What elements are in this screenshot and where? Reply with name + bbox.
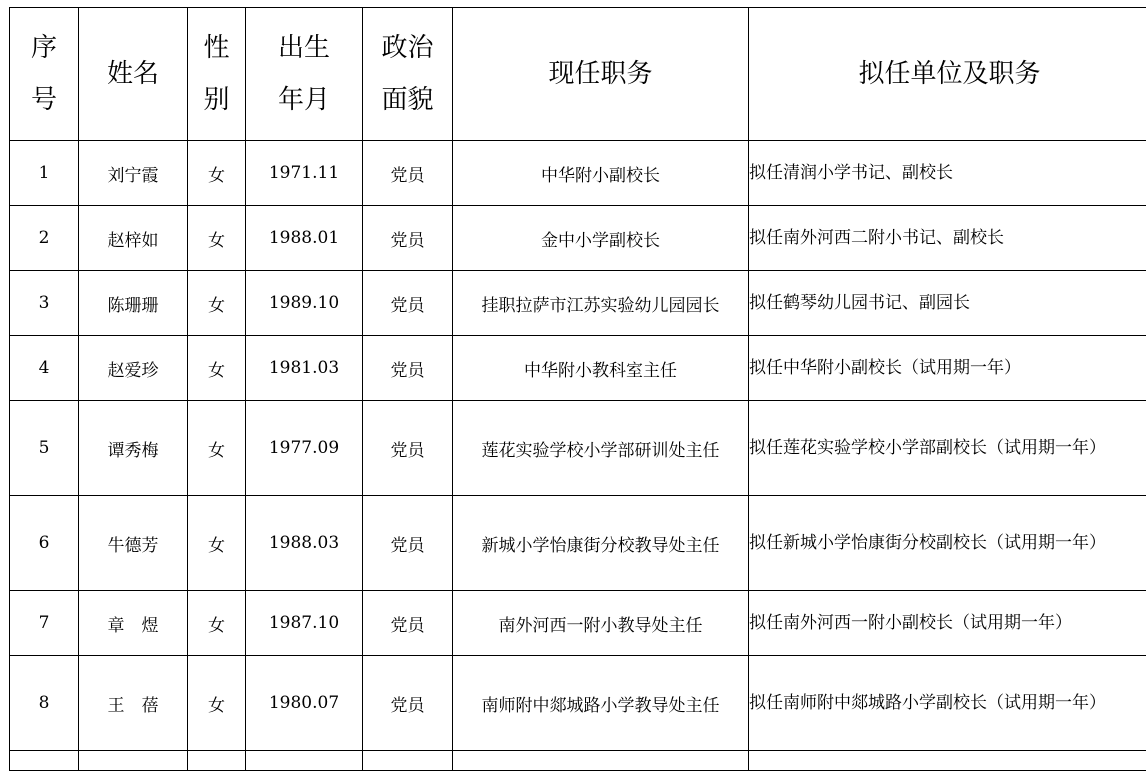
cadre-appointment-table	[9, 7, 1146, 771]
cell-birth: 1989.10	[246, 271, 363, 336]
table-row	[10, 591, 1146, 656]
cell-name: 陈珊珊	[79, 271, 188, 336]
cell-empty	[188, 751, 246, 771]
cell-current-position: 挂职拉萨市江苏实验幼儿园园长	[453, 271, 749, 336]
header-gender	[188, 8, 246, 141]
header-birth-line2: 年月	[246, 84, 362, 116]
cell-seq: 5	[10, 401, 79, 496]
cell-name: 谭秀梅	[79, 401, 188, 496]
cell-political: 党员	[363, 496, 453, 591]
cell-seq: 3	[10, 271, 79, 336]
cell-seq: 6	[10, 496, 79, 591]
cell-proposed-position: 拟任中华附小副校长（试用期一年）	[749, 336, 1146, 401]
cell-name: 刘宁霞	[79, 141, 188, 206]
table-row	[10, 141, 1146, 206]
cell-current-position: 中华附小教科室主任	[453, 336, 749, 401]
header-seq-line1: 序	[10, 32, 78, 64]
cell-birth: 1977.09	[246, 401, 363, 496]
header-name: 姓名	[79, 8, 188, 141]
cell-name: 赵爱珍	[79, 336, 188, 401]
header-political-line1: 政治	[363, 32, 452, 64]
header-seq-line2: 号	[10, 84, 78, 116]
cell-political: 党员	[363, 401, 453, 496]
cell-name: 牛德芳	[79, 496, 188, 591]
cell-current-position: 金中小学副校长	[453, 206, 749, 271]
table-row	[10, 271, 1146, 336]
cell-proposed-position: 拟任莲花实验学校小学部副校长（试用期一年）	[749, 401, 1146, 496]
cell-current-position: 南师附中郯城路小学教导处主任	[453, 656, 749, 751]
cell-empty	[453, 751, 749, 771]
cell-name: 赵梓如	[79, 206, 188, 271]
cell-birth: 1971.11	[246, 141, 363, 206]
table-row	[10, 401, 1146, 496]
cell-current-position: 莲花实验学校小学部研训处主任	[453, 401, 749, 496]
cell-empty	[246, 751, 363, 771]
table-row	[10, 656, 1146, 751]
cell-birth: 1988.01	[246, 206, 363, 271]
cell-empty	[363, 751, 453, 771]
table-row	[10, 336, 1146, 401]
header-gender-line2: 别	[188, 84, 245, 116]
cell-political: 党员	[363, 656, 453, 751]
cell-proposed-position: 拟任南师附中郯城路小学副校长（试用期一年）	[749, 656, 1146, 751]
header-gender-line1: 性	[188, 32, 245, 64]
cell-empty	[749, 751, 1146, 771]
header-seq	[10, 8, 79, 141]
header-birth-line1: 出生	[246, 32, 362, 64]
table-row	[10, 496, 1146, 591]
cell-gender: 女	[188, 336, 246, 401]
cell-current-position: 新城小学怡康街分校教导处主任	[453, 496, 749, 591]
cell-political: 党员	[363, 271, 453, 336]
cell-current-position: 南外河西一附小教导处主任	[453, 591, 749, 656]
cell-birth: 1987.10	[246, 591, 363, 656]
cell-birth: 1980.07	[246, 656, 363, 751]
cell-birth: 1981.03	[246, 336, 363, 401]
cell-name: 王 蓓	[79, 656, 188, 751]
cell-current-position: 中华附小副校长	[453, 141, 749, 206]
cell-empty	[79, 751, 188, 771]
header-birth	[246, 8, 363, 141]
cell-seq: 4	[10, 336, 79, 401]
cell-proposed-position: 拟任清润小学书记、副校长	[749, 141, 1146, 206]
cell-gender: 女	[188, 591, 246, 656]
cell-proposed-position: 拟任新城小学怡康街分校副校长（试用期一年）	[749, 496, 1146, 591]
cell-gender: 女	[188, 141, 246, 206]
cell-gender: 女	[188, 206, 246, 271]
header-political-line2: 面貌	[363, 84, 452, 116]
cell-birth: 1988.03	[246, 496, 363, 591]
cell-proposed-position: 拟任南外河西二附小书记、副校长	[749, 206, 1146, 271]
cell-political: 党员	[363, 336, 453, 401]
cell-gender: 女	[188, 271, 246, 336]
header-current-position: 现任职务	[453, 8, 749, 141]
cell-proposed-position: 拟任鹤琴幼儿园书记、副园长	[749, 271, 1146, 336]
cell-gender: 女	[188, 656, 246, 751]
header-political	[363, 8, 453, 141]
cell-empty	[10, 751, 79, 771]
cell-seq: 2	[10, 206, 79, 271]
cell-seq: 7	[10, 591, 79, 656]
cell-political: 党员	[363, 591, 453, 656]
cell-seq: 8	[10, 656, 79, 751]
cell-name: 章 煜	[79, 591, 188, 656]
cell-political: 党员	[363, 206, 453, 271]
cell-political: 党员	[363, 141, 453, 206]
cell-gender: 女	[188, 401, 246, 496]
cell-seq: 1	[10, 141, 79, 206]
cell-gender: 女	[188, 496, 246, 591]
header-row	[10, 8, 1146, 141]
header-proposed-position: 拟任单位及职务	[749, 8, 1146, 141]
table-row-partial	[10, 751, 1146, 771]
table-row	[10, 206, 1146, 271]
cell-proposed-position: 拟任南外河西一附小副校长（试用期一年）	[749, 591, 1146, 656]
